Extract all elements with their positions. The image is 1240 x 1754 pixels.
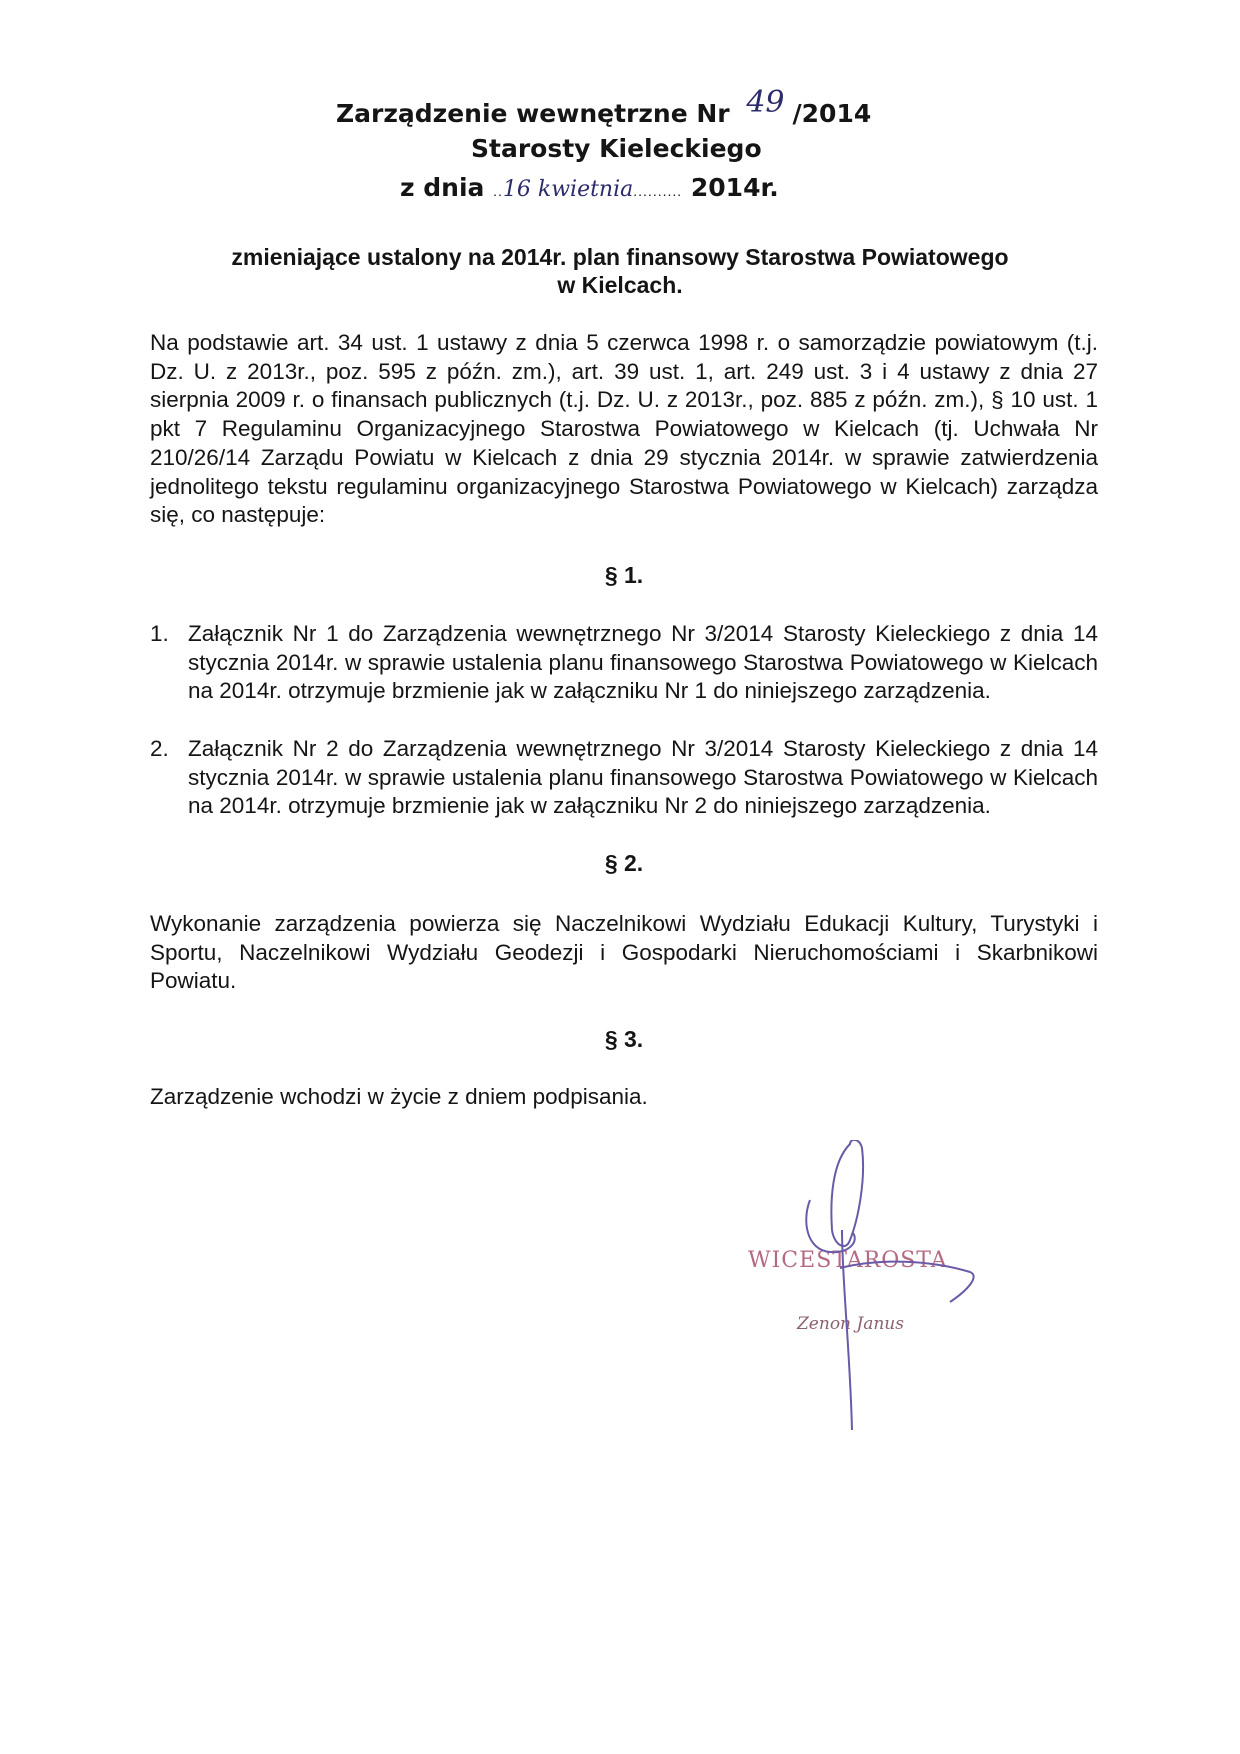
document-date bbox=[400, 173, 779, 202]
section-1-list-continued bbox=[150, 735, 1098, 821]
section-2-heading: § 2. bbox=[604, 850, 644, 876]
section-3-heading: § 3. bbox=[604, 1026, 644, 1052]
list-item bbox=[150, 620, 1098, 706]
list-item bbox=[150, 735, 1098, 821]
subtitle-line-1: zmieniające ustalony na 2014r. plan finansowy Starostwa Powiatowego bbox=[231, 244, 1009, 270]
date-prefix: z dnia bbox=[400, 173, 485, 202]
section-1-list bbox=[150, 620, 1098, 706]
date-suffix: 2014r. bbox=[690, 173, 779, 202]
section-2-text: Wykonanie zarządzenia powierza się Naczelnikowi Wydziału Edukacji Kultury, Turystyki i Sportu, Naczelnikowi Wydziału Geodezji i Gospodarki Nieruchomościami i Skarbnikowi Powiatu. bbox=[150, 911, 1098, 994]
handwritten-number: 49 bbox=[746, 85, 785, 120]
title-prefix: Zarządzenie wewnętrzne Nr bbox=[336, 99, 730, 128]
list-item-text: Załącznik Nr 1 do Zarządzenia wewnętrznego Nr 3/2014 Starosty Kieleckiego z dnia 14 stycznia 2014r. w sprawie ustalenia planu finansowego Starostwa Powiatowego w Kielcach na 2014r. otrzymuje brzmienie jak w załączniku Nr 1 do niniejszego zarządzenia. bbox=[188, 621, 1098, 703]
section-1-heading: § 1. bbox=[604, 562, 644, 588]
stamp-title: WICESTAROSTA bbox=[748, 1248, 948, 1273]
list-item-number: 1. bbox=[150, 621, 169, 646]
date-dots-left: .. bbox=[493, 183, 503, 199]
handwritten-date: 16 kwietnia bbox=[502, 177, 634, 202]
issuing-authority: Starosty Kieleckiego bbox=[471, 134, 762, 163]
legal-basis-paragraph: Na podstawie art. 34 ust. 1 ustawy z dnia 5 czerwca 1998 r. o samorządzie powiatowym (t.j. Dz. U. z 2013r., poz. 595 z późn. zm.), art. 39 ust. 1, art. 249 ust. 3 i 4 ustawy z dnia 27 sierpnia 2009 r. o finansach publicznych (t.j. Dz. U. z 2013r., poz. 885 z późn. zm.), § 10 ust. 1 pkt 7 Regulaminu Organizacyjnego Starostwa Powiatowego w Kielcach (tj. Uchwała Nr 210/26/14 Zarządu Powiatu w Kielcach z dnia 29 stycznia 2014r. w sprawie zatwierdzenia jednolitego tekstu regulaminu organizacyjnego Starostwa Powiatowego w Kielcach) zarządza się, co następuje: bbox=[150, 330, 1098, 528]
list-item-text: Załącznik Nr 2 do Zarządzenia wewnętrznego Nr 3/2014 Starosty Kieleckiego z dnia 14 stycznia 2014r. w sprawie ustalenia planu finansowego Starostwa Powiatowego w Kielcach na 2014r. otrzymuje brzmienie jak w załączniku Nr 2 do niniejszego zarządzenia. bbox=[188, 736, 1098, 818]
list-item-number: 2. bbox=[150, 736, 169, 761]
date-dots-right: .......... bbox=[633, 183, 683, 199]
subtitle-line-2: w Kielcach. bbox=[557, 272, 683, 298]
stamp-name: Zenon Janus bbox=[797, 1314, 904, 1334]
section-3-text: Zarządzenie wchodzi w życie z dniem podpisania. bbox=[150, 1084, 648, 1109]
title-suffix: /2014 bbox=[792, 99, 872, 128]
handwritten-signature bbox=[780, 1140, 1000, 1440]
document-title bbox=[336, 85, 872, 130]
